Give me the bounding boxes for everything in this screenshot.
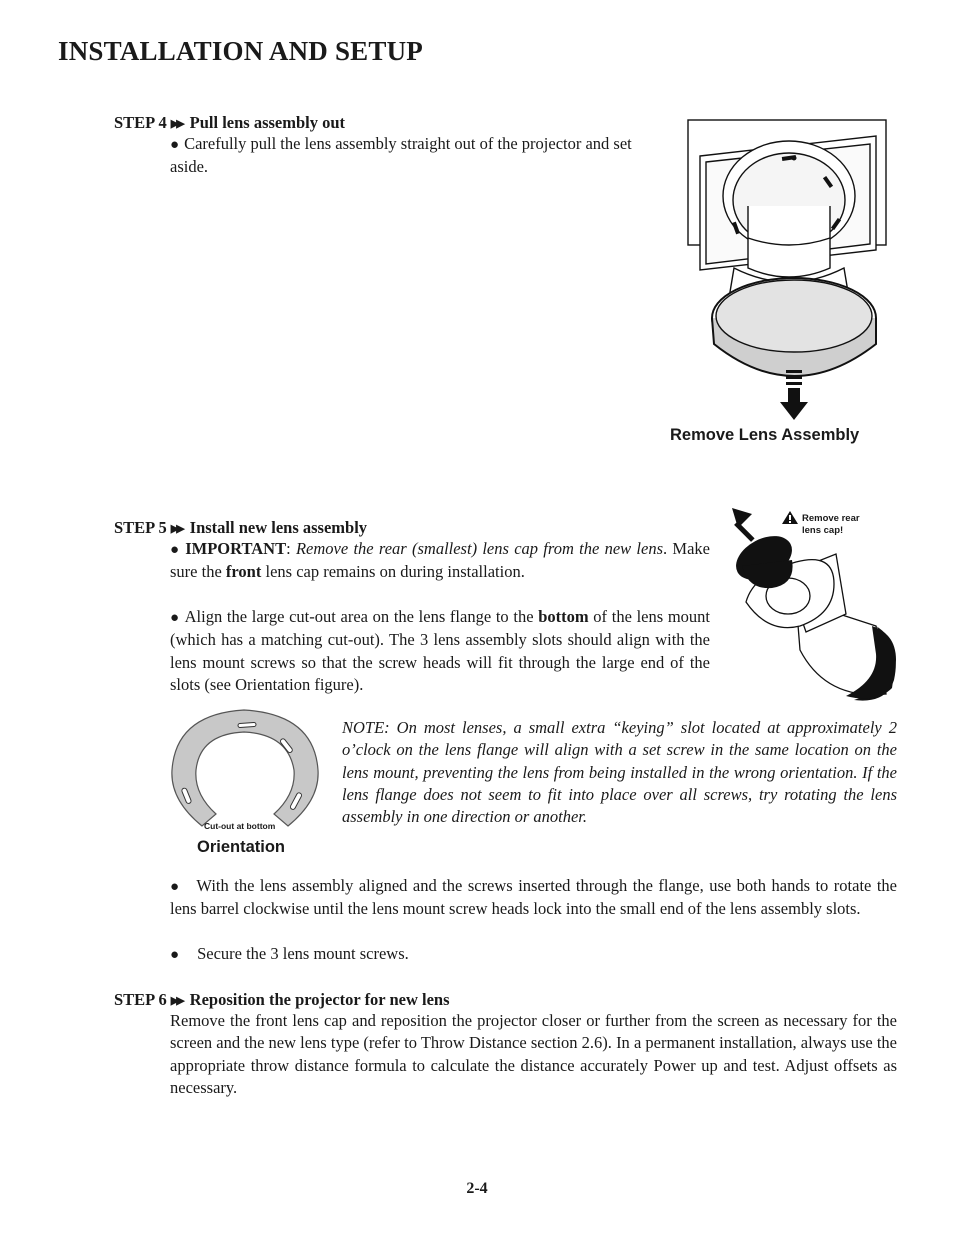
step-6-body: Remove the front lens cap and reposition the projector closer or further from the screen as necessary for the screen and the new lens type (refer to Throw Distance section 2.6). In a permanent installation, always use the appropriate throw distance formula to calculate the distance accurately Power up and test. Adjust offsets as necessary. [170, 1011, 897, 1097]
bullet-icon: ● [170, 610, 180, 626]
page-title: INSTALLATION AND SETUP [58, 36, 423, 66]
double-right-triangle-icon: ▶▶ [170, 995, 182, 1007]
cut-out-label: Cut-out at bottom [204, 821, 276, 831]
warning-triangle-icon [782, 511, 798, 524]
align-bottom: bottom [538, 607, 589, 626]
important-label: IMPORTANT [185, 539, 287, 558]
step-4-bullet-text: Carefully pull the lens assembly straight out of the projector and set aside. [170, 134, 632, 177]
orientation-caption: Orientation [197, 838, 286, 856]
step-5-heading [114, 518, 367, 538]
important-text-1: . Make sure the [170, 539, 710, 582]
step-4-label: STEP 4 [114, 113, 167, 132]
remove-lens-assembly-figure [686, 118, 888, 426]
rotate-text: With the lens assembly aligned and the screws inserted through the flange, use both hands to rotate the lens barrel clockwise until the lens mount screw heads lock into the small end of the lens assembly slots. [170, 876, 897, 919]
important-paragraph [170, 538, 710, 584]
orientation-figure [168, 708, 322, 832]
keying-note: NOTE: On most lenses, a small extra “keying” slot located at approximately 2 o’clock on the lens flange will align with a set screw in the same location on the lens mount, preventing the lens from being installed in the wrong orientation. If the lens flange does not seem to fit into place over all screws, try rotating the lens assembly in one direction or another. [342, 718, 897, 827]
bullet-icon: ● [170, 947, 180, 963]
remove-lens-assembly-caption: Remove Lens Assembly [670, 426, 860, 444]
align-text-2: of the lens mount (which has a matching cut-out). The 3 lens assembly slots should align with the lens mount screws so that the screw heads will fit through the large end of the slots (see Orientation figure). [170, 607, 711, 694]
double-right-triangle-icon: ▶▶ [170, 523, 182, 535]
warning-line-2: lens cap! [802, 525, 844, 536]
bullet-icon: ● [170, 542, 181, 558]
important-text-2: lens cap remains on during installation. [261, 562, 525, 582]
align-text-1: Align the large cut-out area on the lens flange to the [184, 607, 539, 626]
important-front: front [225, 562, 262, 582]
warning-line-1: Remove rear [802, 513, 860, 524]
step-5-label: STEP 5 [114, 518, 167, 537]
double-right-triangle-icon: ▶▶ [170, 118, 182, 130]
step-5-title: Install new lens assembly [189, 518, 368, 537]
step-6-label: STEP 6 [114, 990, 167, 1009]
step-4-title: Pull lens assembly out [189, 113, 346, 132]
align-paragraph [170, 606, 710, 696]
warning-label [802, 513, 860, 537]
secure-text: Secure the 3 lens mount screws. [197, 944, 409, 963]
secure-paragraph [170, 943, 897, 966]
bullet-icon: ● [170, 879, 181, 895]
important-italic: Remove the rear (smallest) lens cap from the new lens [295, 539, 664, 558]
step-6-title: Reposition the projector for new lens [189, 990, 450, 1009]
page-number: 2-4 [466, 1180, 488, 1197]
step-4-bullet [170, 133, 648, 179]
step-4-heading [114, 113, 345, 133]
important-colon: : [286, 539, 296, 558]
rotate-paragraph [170, 875, 897, 921]
bullet-icon: ● [170, 137, 180, 153]
step-6-heading [114, 990, 450, 1010]
